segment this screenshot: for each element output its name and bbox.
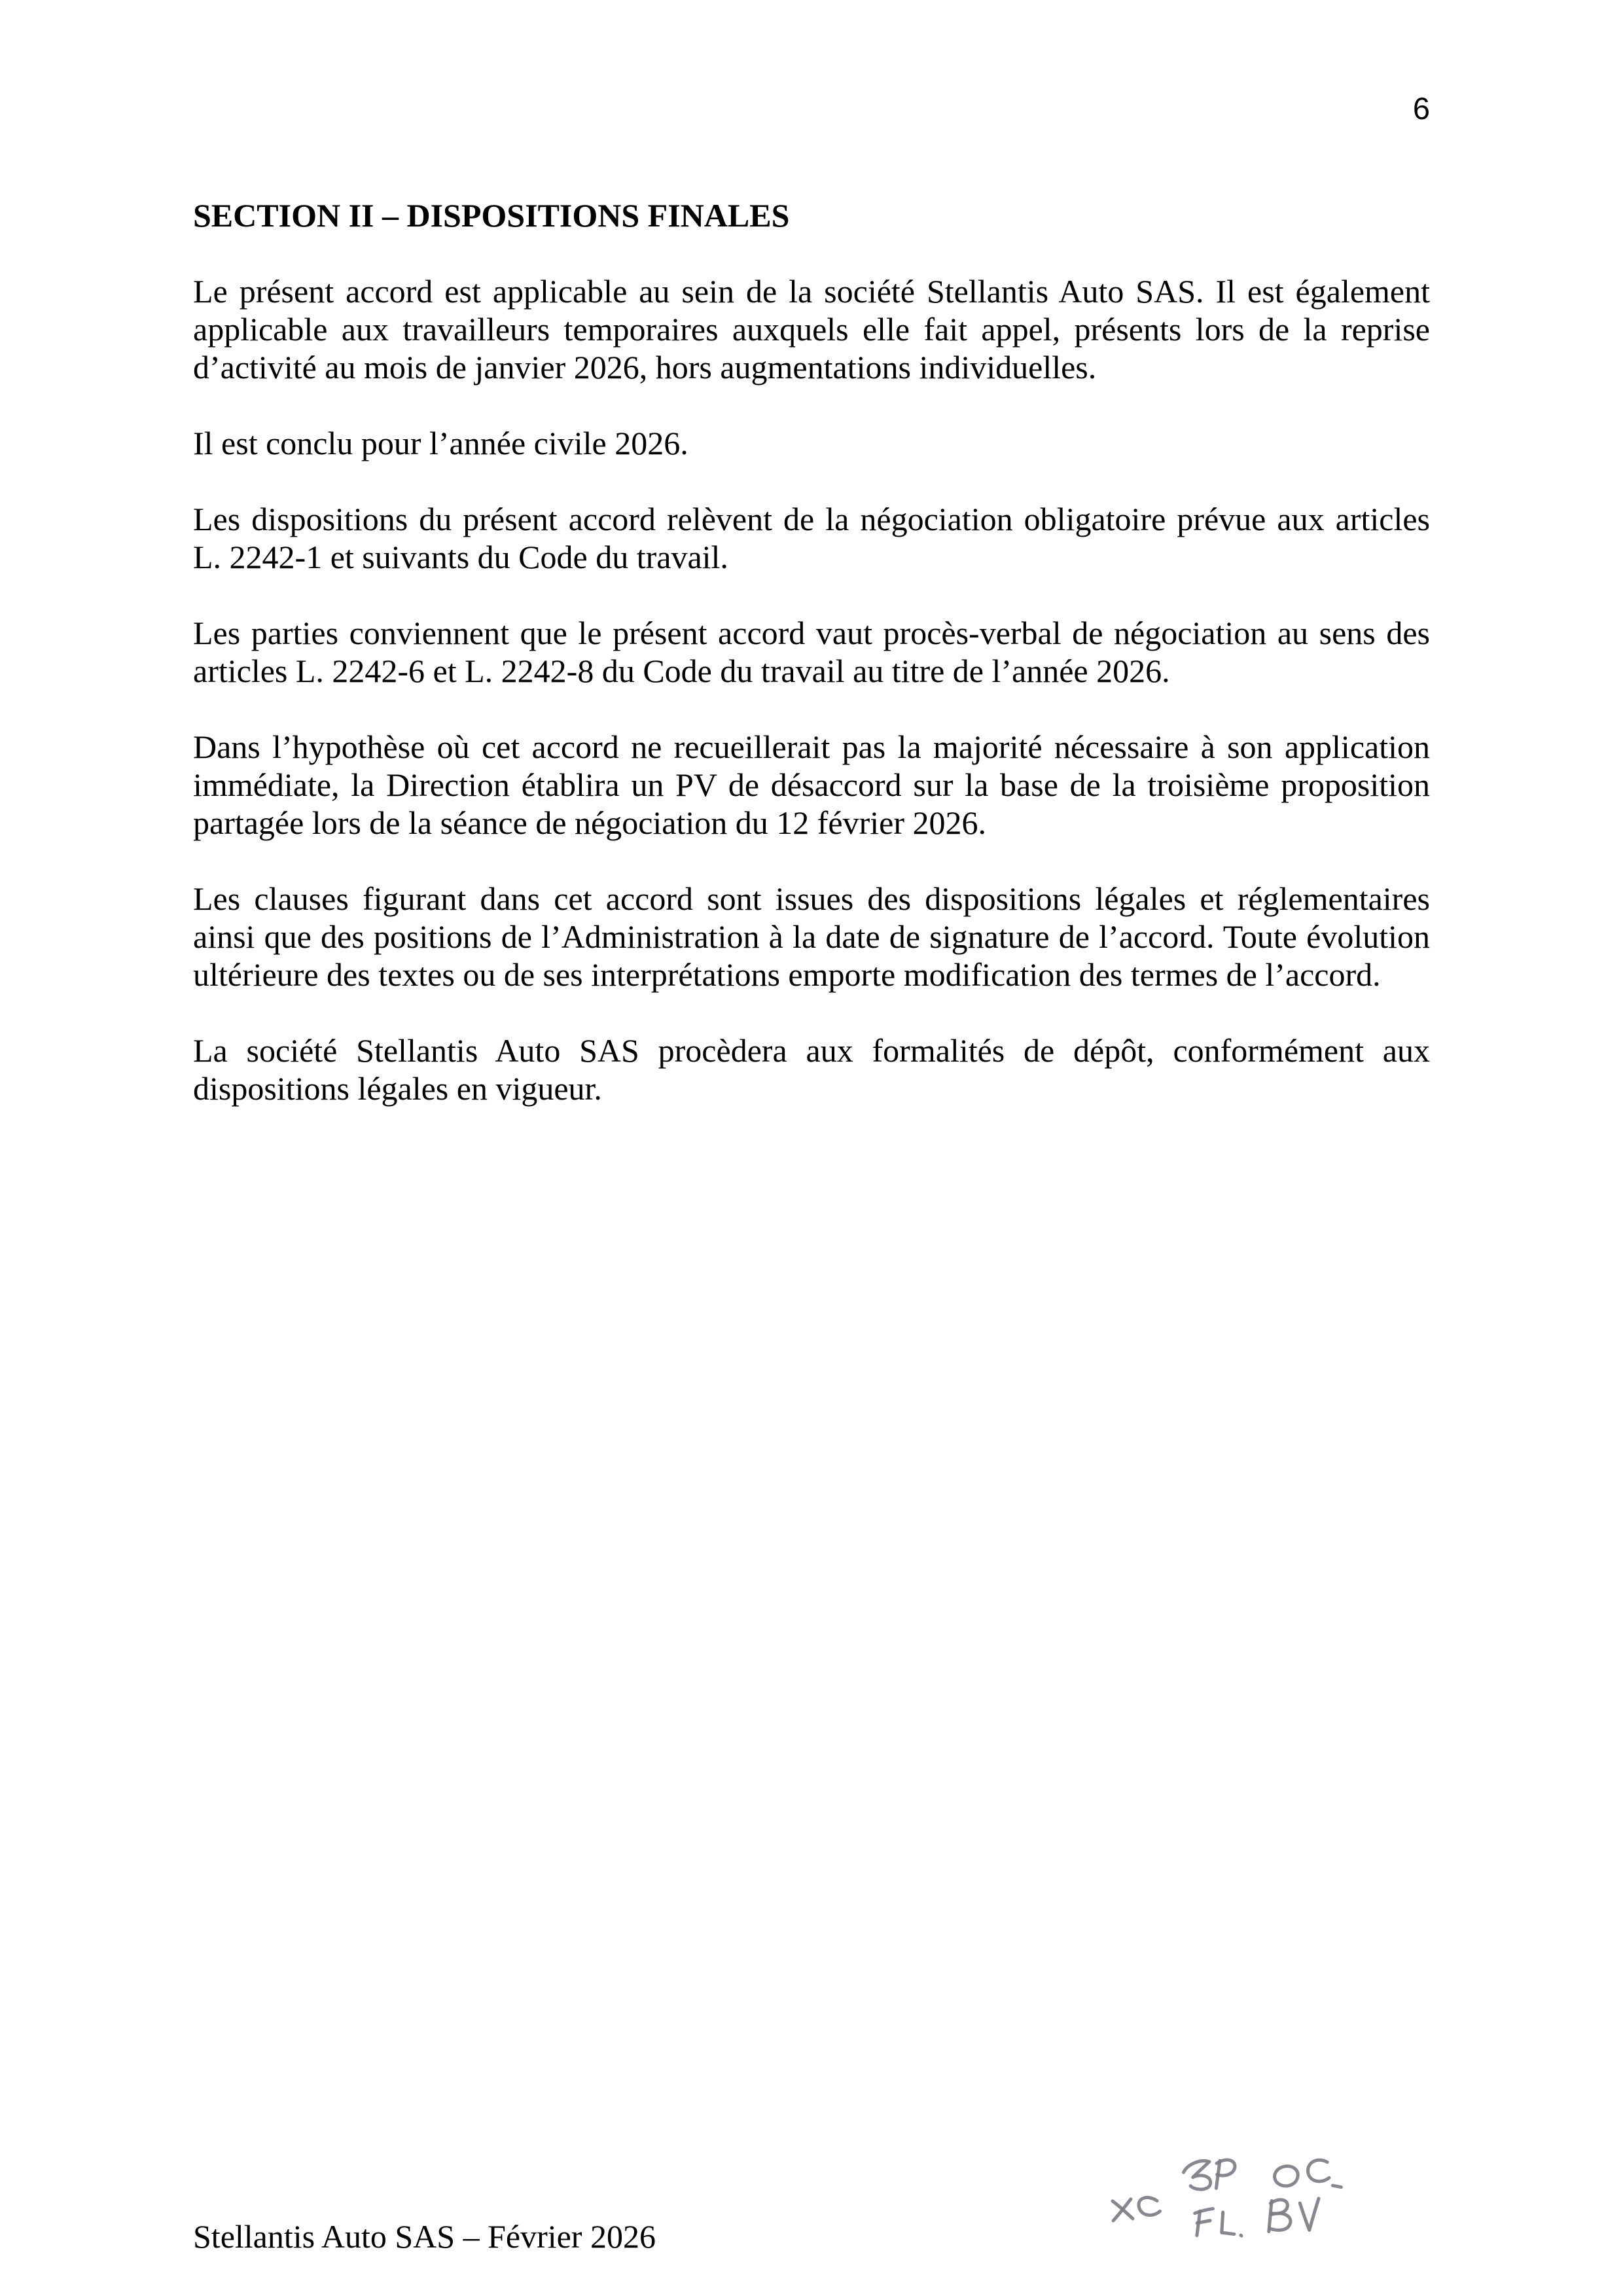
paragraph-clauses: Les clauses figurant dans cet accord sont issues des dispositions légales et réglementaires ainsi que des positions de l’Administration à la date de signature de l’accord. Toute évolution ultérieure des textes ou de ses interprétations emporte modification des termes de l’accord.	[193, 880, 1430, 993]
handwritten-initial-oc	[1274, 2159, 1342, 2189]
handwritten-initials	[1097, 2145, 1349, 2252]
handwritten-initial-dp	[1183, 2160, 1236, 2190]
paragraph-proces-verbal: Les parties conviennent que le présent accord vaut procès-verbal de négociation au sens des articles L. 2242-6 et L. 2242-8 du Code du travail au titre de l’année 2026.	[193, 615, 1430, 689]
footer-text: Stellantis Auto SAS – Février 2026	[193, 2218, 656, 2255]
document-body	[193, 196, 1430, 1145]
page-number: 6	[1412, 91, 1430, 126]
handwritten-initial-xc	[1113, 2197, 1160, 2221]
paragraph-deposit: La société Stellantis Auto SAS procèdera aux formalités de dépôt, conformément aux dispositions légales en vigueur.	[193, 1032, 1430, 1107]
paragraph-applicability: Le présent accord est applicable au sein de la société Stellantis Auto SAS. Il est également applicable aux travailleurs temporaires auxquels elle fait appel, présents lors de la reprise d’activité au mois de janvier 2026, hors augmentations individuelles.	[193, 273, 1430, 386]
paragraph-legal-basis: Les dispositions du présent accord relèvent de la négociation obligatoire prévue aux articles L. 2242-1 et suivants du Code du travail.	[193, 501, 1430, 575]
handwritten-initial-fl-bv	[1194, 2198, 1320, 2238]
paragraph-duration: Il est conclu pour l’année civile 2026.	[193, 425, 688, 461]
section-heading: SECTION II – DISPOSITIONS FINALES	[193, 197, 790, 234]
paragraph-disagreement: Dans l’hypothèse où cet accord ne recueillerait pas la majorité nécessaire à son application immédiate, la Direction établira un PV de désaccord sur la base de la troisième proposition partagée lors de la séance de négociation du 12 février 2026.	[193, 728, 1430, 841]
